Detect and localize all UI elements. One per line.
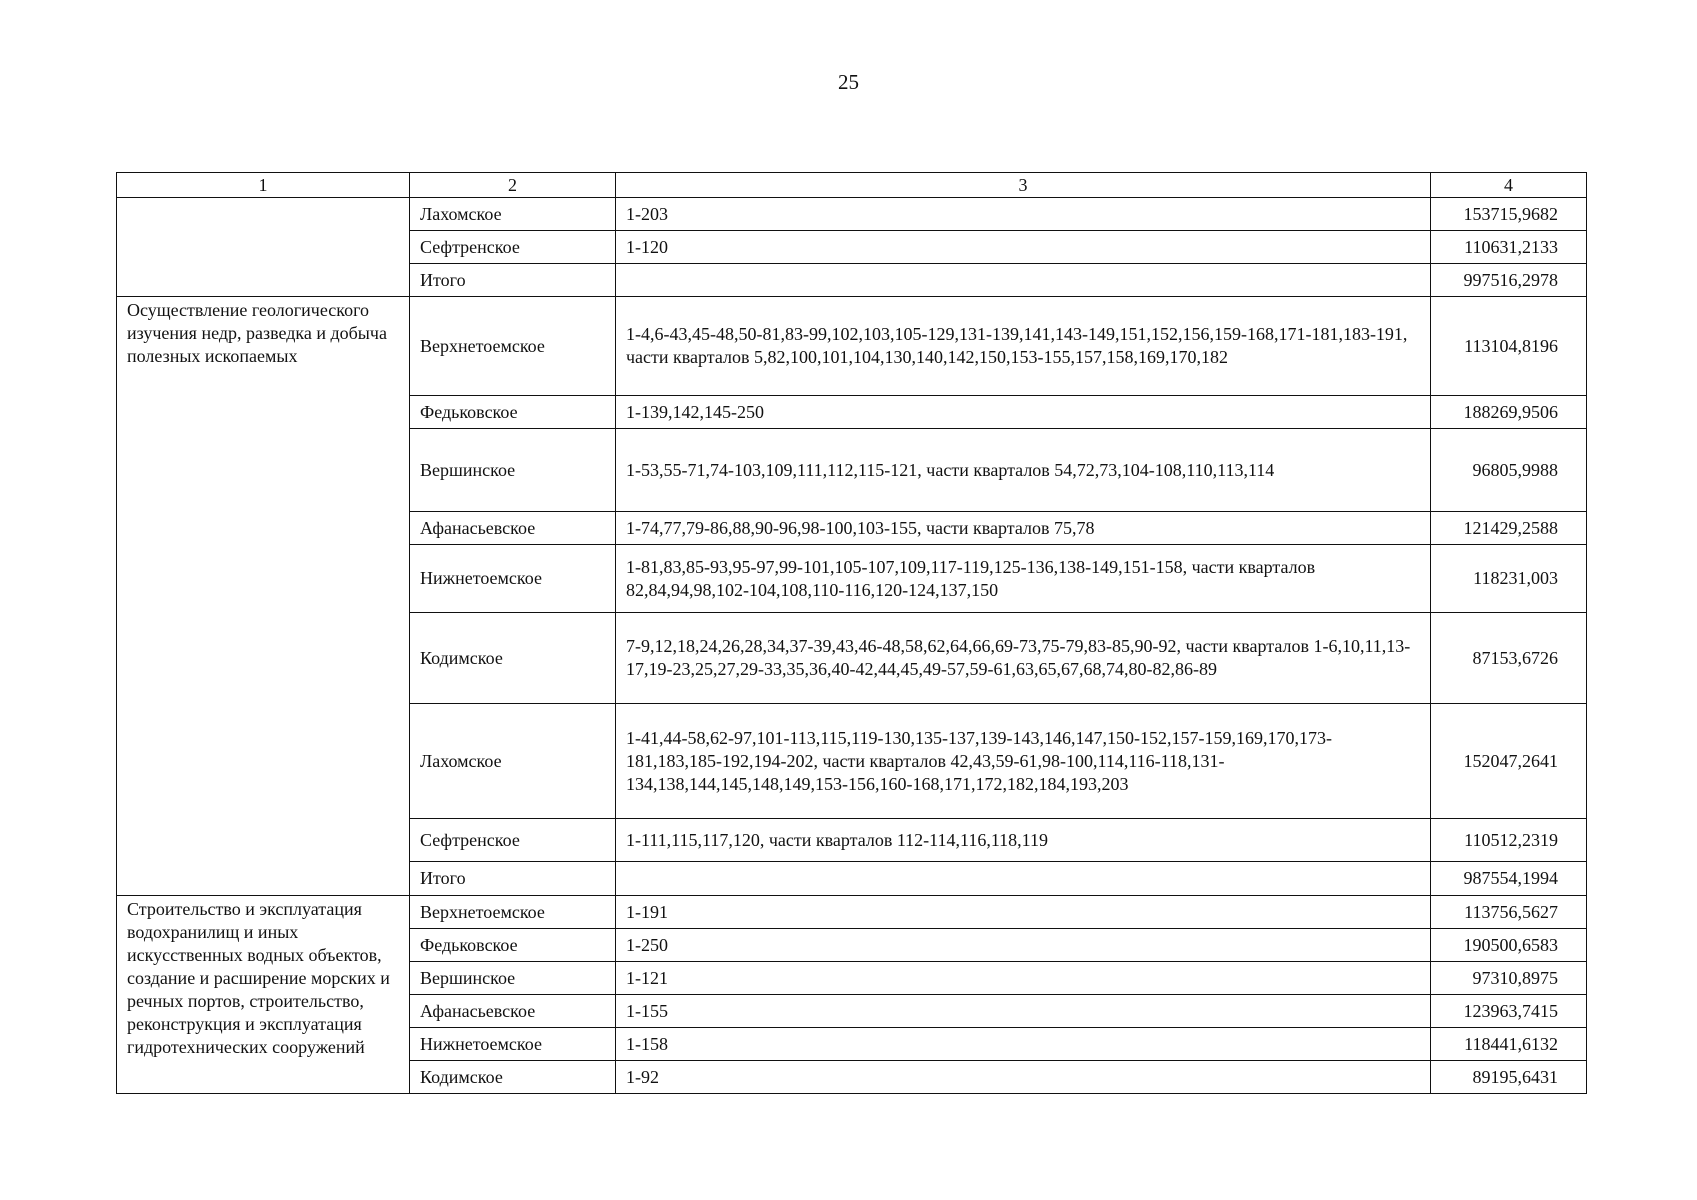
quarters-cell: 1-250 [616,929,1431,962]
purpose-cell: Строительство и эксплуатация водохранилищ и иных искусственных водных объектов, создание и расширение морских и речных портов, строительство, реконструкция и эксплуатация гидротехнических сооружений [117,896,410,1094]
quarters-cell [616,862,1431,896]
column-header: 1 [117,173,410,198]
purpose-cell: Осуществление геологического изучения недр, разведка и добыча полезных ископаемых [117,297,410,896]
quarters-cell: 1-92 [616,1061,1431,1094]
forestry-cell: Афанасьевское [410,512,616,545]
forestry-cell: Нижнетоемское [410,1028,616,1061]
table-row [117,896,1587,929]
quarters-cell: 1-74,77,79-86,88,90-96,98-100,103-155, части кварталов 75,78 [616,512,1431,545]
forestry-cell: Итого [410,264,616,297]
quarters-cell: 1-111,115,117,120, части кварталов 112-114,116,118,119 [616,819,1431,862]
forestry-cell: Кодимское [410,1061,616,1094]
forestry-cell: Верхнетоемское [410,896,616,929]
forestry-cell: Федьковское [410,929,616,962]
page-number: 25 [838,70,859,94]
area-cell: 123963,7415 [1431,995,1587,1028]
quarters-cell: 1-191 [616,896,1431,929]
forestry-cell: Сефтренское [410,819,616,862]
column-header: 4 [1431,173,1587,198]
quarters-cell: 1-139,142,145-250 [616,396,1431,429]
forestry-cell: Лахомское [410,704,616,819]
forestry-cell: Верхнетоемское [410,297,616,396]
quarters-cell [616,264,1431,297]
area-cell: 96805,9988 [1431,429,1587,512]
quarters-cell: 1-158 [616,1028,1431,1061]
column-header: 3 [616,173,1431,198]
area-cell: 121429,2588 [1431,512,1587,545]
forestry-cell: Федьковское [410,396,616,429]
quarters-cell: 7-9,12,18,24,26,28,34,37-39,43,46-48,58,62,64,66,69-73,75-79,83-85,90-92, части кварталов 1-6,10,11,13-17,19-23,25,27,29-33,35,36,40-42,44,45,49-57,59-61,63,65,67,68,74,80-82,86-89 [616,613,1431,704]
forestry-cell: Итого [410,862,616,896]
area-cell: 190500,6583 [1431,929,1587,962]
area-cell: 110631,2133 [1431,231,1587,264]
quarters-cell: 1-203 [616,198,1431,231]
forest-quarters-table [116,172,1587,1094]
area-cell: 87153,6726 [1431,613,1587,704]
quarters-cell: 1-121 [616,962,1431,995]
forestry-cell: Вершинское [410,429,616,512]
forestry-cell: Сефтренское [410,231,616,264]
area-cell: 110512,2319 [1431,819,1587,862]
quarters-cell: 1-81,83,85-93,95-97,99-101,105-107,109,117-119,125-136,138-149,151-158, части кварталов 82,84,94,98,102-104,108,110-116,120-124,137,150 [616,545,1431,613]
table-row [117,297,1587,396]
quarters-cell: 1-120 [616,231,1431,264]
area-cell: 89195,6431 [1431,1061,1587,1094]
column-header: 2 [410,173,616,198]
area-cell: 152047,2641 [1431,704,1587,819]
quarters-cell: 1-53,55-71,74-103,109,111,112,115-121, части кварталов 54,72,73,104-108,110,113,114 [616,429,1431,512]
forestry-cell: Афанасьевское [410,995,616,1028]
area-cell: 113104,8196 [1431,297,1587,396]
area-cell: 113756,5627 [1431,896,1587,929]
forestry-cell: Лахомское [410,198,616,231]
purpose-cell [117,198,410,297]
area-cell: 97310,8975 [1431,962,1587,995]
forestry-cell: Кодимское [410,613,616,704]
area-cell: 997516,2978 [1431,264,1587,297]
area-cell: 118231,003 [1431,545,1587,613]
area-cell: 987554,1994 [1431,862,1587,896]
area-cell: 188269,9506 [1431,396,1587,429]
forestry-cell: Нижнетоемское [410,545,616,613]
quarters-cell: 1-4,6-43,45-48,50-81,83-99,102,103,105-129,131-139,141,143-149,151,152,156,159-168,171-181,183-191, части кварталов 5,82,100,101,104,130,140,142,150,153-155,157,158,169,170,182 [616,297,1431,396]
area-cell: 153715,9682 [1431,198,1587,231]
table-row [117,198,1587,231]
forestry-cell: Вершинское [410,962,616,995]
quarters-cell: 1-155 [616,995,1431,1028]
header-row [117,173,1587,198]
area-cell: 118441,6132 [1431,1028,1587,1061]
quarters-cell: 1-41,44-58,62-97,101-113,115,119-130,135-137,139-143,146,147,150-152,157-159,169,170,173-181,183,185-192,194-202, части кварталов 42,43,59-61,98-100,114,116-118,131-134,138,144,145,148,149,153-156,160-168,171,172,182,184,193,203 [616,704,1431,819]
